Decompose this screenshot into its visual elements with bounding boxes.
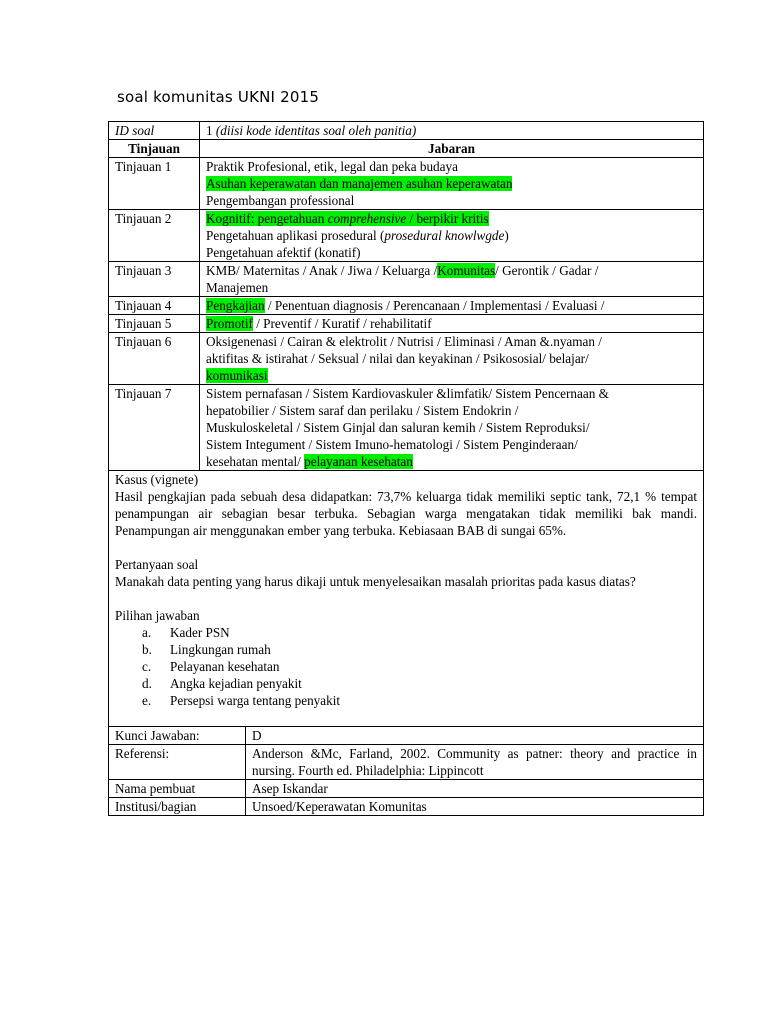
- jabaran-line: [206, 350, 697, 367]
- jabaran-text: aktifitas & istirahat / Seksual / nilai dan keyakinan / Psikososial/ belajar/: [206, 351, 589, 366]
- jabaran-line: [206, 297, 697, 314]
- answer-option: [115, 675, 697, 692]
- tinjauan-jabaran: [200, 333, 704, 385]
- jabaran-line: [206, 419, 697, 436]
- option-marker: c.: [142, 659, 152, 674]
- jabaran-text: kesehatan mental/: [206, 454, 305, 469]
- tinjauan-jabaran: [200, 315, 704, 333]
- highlighted-text: Kognitif: pengetahuan: [206, 211, 328, 226]
- option-text: Kader PSN: [170, 625, 230, 640]
- highlighted-text: Pengkajian: [206, 298, 265, 313]
- tinjauan-label: Tinjauan 1: [109, 158, 200, 210]
- meta-value: Unsoed/Keperawatan Komunitas: [246, 798, 704, 816]
- id-value: [200, 122, 704, 140]
- options-list: [115, 624, 697, 709]
- highlighted-text: comprehensive: [327, 211, 407, 226]
- jabaran-text: / Preventif / Kuratif / rehabilitatif: [252, 316, 432, 331]
- question-heading: Pertanyaan soal: [115, 557, 199, 572]
- tinjauan-label: Tinjauan 3: [109, 262, 200, 297]
- tinjauan-row: [109, 297, 704, 315]
- jabaran-text: / Penentuan diagnosis / Perencanaan / Implementasi / Evaluasi /: [264, 298, 605, 313]
- tinjauan-jabaran: [200, 158, 704, 210]
- question-text: Manakah data penting yang harus dikaji untuk menyelesaikan masalah prioritas pada kasus diatas?: [115, 574, 636, 589]
- jabaran-text: Muskuloskeletal / Sistem Ginjal dan saluran kemih / Sistem Reproduksi/: [206, 420, 590, 435]
- jabaran-line: [206, 158, 697, 175]
- case-text: Hasil pengkajian pada sebuah desa didapatkan: 73,7% keluarga tidak memiliki septic tank, 72,1 % tempat penampungan air sebagian besar terbuka. Sebagian warga mengatakan tidak memiliki bak mandi. Penampungan air menggunakan ember yang terbuka. Kebiasaan BAB di sungai 65%.: [115, 489, 697, 538]
- document-title: soal komunitas UKNI 2015: [117, 88, 320, 106]
- option-marker: d.: [142, 676, 152, 691]
- tinjauan-jabaran: [200, 385, 704, 471]
- question-table: [108, 121, 704, 727]
- highlighted-text: Asuhan keperawatan dan manajemen asuhan keperawatan: [206, 176, 513, 191]
- case-row: [109, 471, 704, 727]
- jabaran-line: [206, 333, 697, 350]
- option-text: Lingkungan rumah: [170, 642, 271, 657]
- answer-option: [115, 658, 697, 675]
- options-heading: Pilihan jawaban: [115, 608, 200, 623]
- jabaran-text: hepatobilier / Sistem saraf dan perilaku / Sistem Endokrin /: [206, 403, 519, 418]
- highlighted-text: Komunitas: [437, 263, 496, 278]
- highlighted-text: Promotif: [206, 316, 253, 331]
- case-heading: Kasus (vignete): [115, 472, 199, 487]
- jabaran-text: Pengetahuan afektif (konatif): [206, 245, 361, 260]
- header-tinjauan: Tinjauan: [109, 140, 200, 158]
- option-marker: b.: [142, 642, 152, 657]
- jabaran-line: [206, 315, 697, 332]
- id-label: ID soal: [109, 122, 200, 140]
- jabaran-text: ): [504, 228, 509, 243]
- tinjauan-row: [109, 385, 704, 471]
- jabaran-text: Praktik Profesional, etik, legal dan peka budaya: [206, 159, 458, 174]
- jabaran-text: Sistem Integument / Sistem Imuno-hematologi / Sistem Penginderaan/: [206, 437, 578, 452]
- jabaran-text: Sistem pernafasan / Sistem Kardiovaskuler &limfatik/ Sistem Pencernaan &: [206, 386, 609, 401]
- answer-option: [115, 641, 697, 658]
- tinjauan-row: [109, 210, 704, 262]
- tinjauan-jabaran: [200, 210, 704, 262]
- option-text: Pelayanan kesehatan: [170, 659, 280, 674]
- id-row: [109, 122, 704, 140]
- tinjauan-label: Tinjauan 6: [109, 333, 200, 385]
- highlighted-text: komunikasi: [206, 368, 268, 383]
- tinjauan-row: [109, 262, 704, 297]
- jabaran-line: [206, 279, 697, 296]
- meta-label: Nama pembuat: [109, 780, 246, 798]
- header-jabaran: Jabaran: [200, 140, 704, 158]
- jabaran-line: [206, 244, 697, 261]
- case-cell: [109, 471, 704, 727]
- tinjauan-jabaran: [200, 262, 704, 297]
- jabaran-text: prosedural knowlwgde: [384, 228, 505, 243]
- highlighted-text: pelayanan kesehatan: [304, 454, 413, 469]
- jabaran-line: [206, 175, 697, 192]
- jabaran-line: [206, 402, 697, 419]
- meta-row: [109, 727, 704, 745]
- meta-value: Asep Iskandar: [246, 780, 704, 798]
- jabaran-line: [206, 227, 697, 244]
- meta-value: Anderson &Mc, Farland, 2002. Community as patner: theory and practice in nursing. Fourth ed. Philadelphia: Lippincott: [246, 745, 704, 780]
- option-marker: a.: [142, 625, 152, 640]
- answer-option: [115, 692, 697, 709]
- tinjauan-label: Tinjauan 5: [109, 315, 200, 333]
- option-marker: e.: [142, 693, 152, 708]
- tinjauan-row: [109, 158, 704, 210]
- meta-value: D: [246, 727, 704, 745]
- tinjauan-label: Tinjauan 7: [109, 385, 200, 471]
- jabaran-text: Oksigenenasi / Cairan & elektrolit / Nutrisi / Eliminasi / Aman &.nyaman /: [206, 334, 602, 349]
- jabaran-line: [206, 367, 697, 384]
- jabaran-text: Pengembangan professional: [206, 193, 355, 208]
- highlighted-text: / berpikir kritis: [406, 211, 489, 226]
- tinjauan-label: Tinjauan 4: [109, 297, 200, 315]
- meta-row: [109, 745, 704, 780]
- id-note: (diisi kode identitas soal oleh panitia): [215, 123, 417, 138]
- jabaran-text: Pengetahuan aplikasi prosedural (: [206, 228, 385, 243]
- meta-label: Institusi/bagian: [109, 798, 246, 816]
- jabaran-line: [206, 436, 697, 453]
- meta-label: Referensi:: [109, 745, 246, 780]
- option-text: Persepsi warga tentang penyakit: [170, 693, 341, 708]
- jabaran-line: [206, 453, 697, 470]
- jabaran-text: / Gerontik / Gadar /: [495, 263, 599, 278]
- tinjauan-jabaran: [200, 297, 704, 315]
- tinjauan-label: Tinjauan 2: [109, 210, 200, 262]
- jabaran-text: Manajemen: [206, 280, 269, 295]
- id-number: 1: [206, 123, 216, 138]
- jabaran-line: [206, 192, 697, 209]
- tinjauan-row: [109, 333, 704, 385]
- jabaran-line: [206, 262, 697, 279]
- meta-row: [109, 780, 704, 798]
- jabaran-line: [206, 385, 697, 402]
- jabaran-line: [206, 210, 697, 227]
- meta-row: [109, 798, 704, 816]
- option-text: Angka kejadian penyakit: [170, 676, 302, 691]
- meta-label: Kunci Jawaban:: [109, 727, 246, 745]
- meta-table: [108, 726, 704, 816]
- answer-option: [115, 624, 697, 641]
- tinjauan-row: [109, 315, 704, 333]
- header-row: [109, 140, 704, 158]
- jabaran-text: KMB/ Maternitas / Anak / Jiwa / Keluarga /: [206, 263, 438, 278]
